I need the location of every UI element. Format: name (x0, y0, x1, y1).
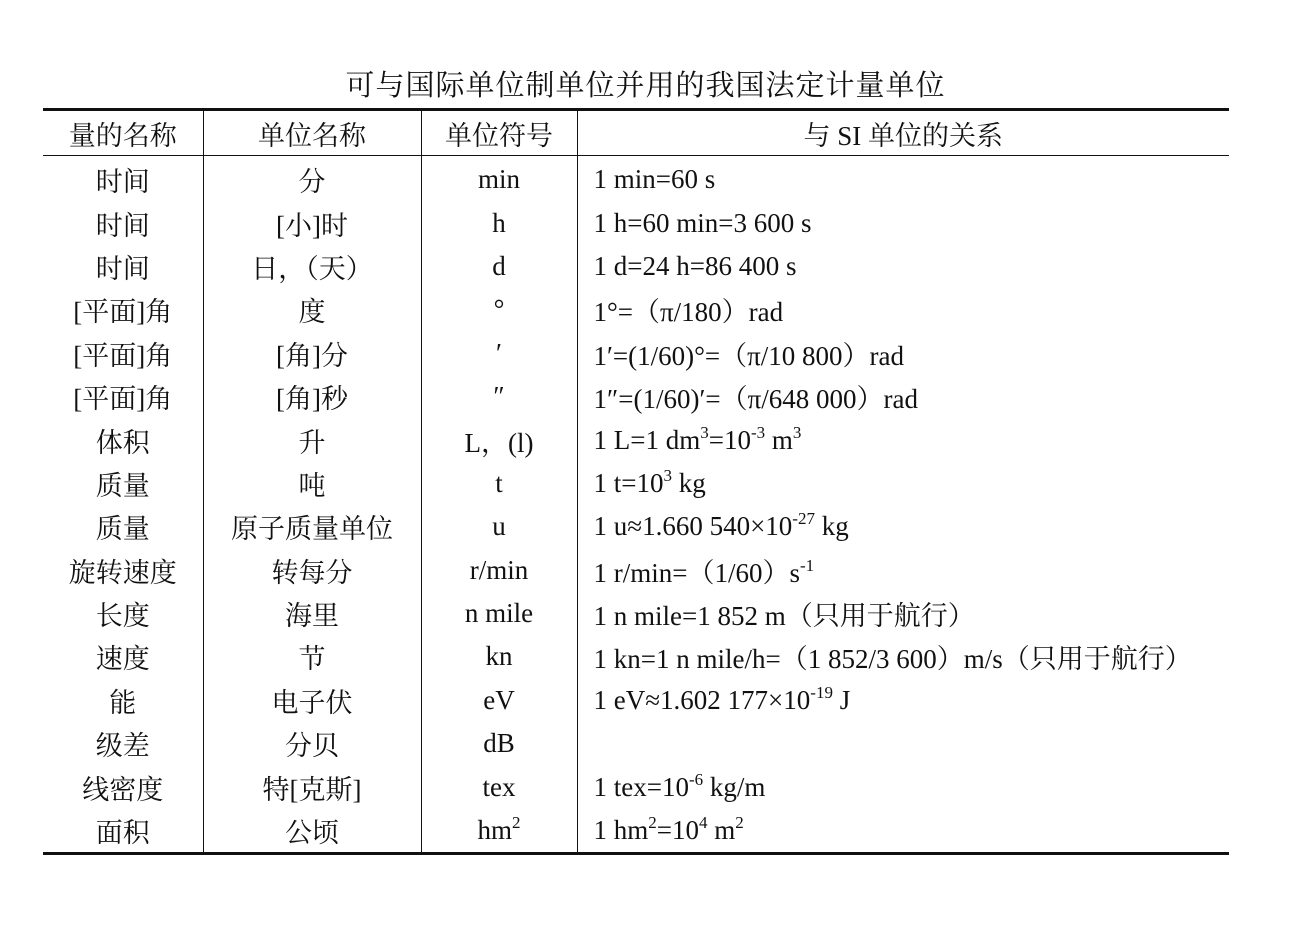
si-relation-cell: 1 $tex=10^{-6}$ kg/m (577, 765, 1229, 808)
quantity-cell: 时间 (95, 253, 150, 284)
unit-name-cell: 日，（天） (203, 245, 421, 288)
quantity-cell: 质量 (95, 514, 150, 545)
quantity-cell: 线密度 (82, 774, 164, 805)
si-relation-cell: 1′=(1/60)°=（π/10 800）rad (577, 332, 1229, 375)
table-row (43, 462, 1229, 505)
quantity-cell: 旋转速度 (68, 557, 177, 588)
unit-symbol-cell: r/min (421, 549, 577, 592)
quantity-cell: 级差 (95, 731, 150, 762)
quantity-cell: 时间 (95, 167, 150, 198)
unit-symbol-cell: h (421, 201, 577, 244)
page-title: 可与国际单位制单位并用的我国法定计量单位 (345, 70, 946, 102)
units-table (43, 108, 1229, 855)
si-relation-cell (577, 722, 1229, 765)
unit-symbol-cell: dB (421, 722, 577, 765)
quantity-cell: 体积 (95, 427, 150, 458)
unit-symbol-cell: tex (421, 765, 577, 808)
quantity-cell: [平面]角 (73, 384, 173, 415)
table-row (43, 288, 1229, 331)
unit-symbol-cell: kn (421, 635, 577, 678)
unit-name-cell: 转每分 (203, 549, 421, 592)
unit-name-cell: 特[克斯] (203, 765, 421, 808)
table-row (43, 332, 1229, 375)
unit-symbol-cell: ″ (421, 375, 577, 418)
si-relation-cell: 1 $hm^2=10^4$ $m^2$ (577, 809, 1229, 854)
table-row (43, 245, 1229, 288)
unit-name-cell: 升 (203, 418, 421, 461)
table-row (43, 592, 1229, 635)
table-row (43, 635, 1229, 678)
header-unit-name: 单位名称 (203, 110, 421, 156)
unit-symbol-cell: d (421, 245, 577, 288)
quantity-cell: 时间 (95, 210, 150, 241)
unit-name-cell: 海里 (203, 592, 421, 635)
unit-name-cell: [角]分 (203, 332, 421, 375)
table-row (43, 549, 1229, 592)
table-row (43, 418, 1229, 461)
unit-name-cell: 度 (203, 288, 421, 331)
unit-symbol-cell: eV (421, 679, 577, 722)
unit-symbol-cell: min (421, 156, 577, 202)
si-relation-cell: 1 $t=10^3$ kg (577, 462, 1229, 505)
unit-name-cell: 分贝 (203, 722, 421, 765)
si-relation-cell: 1 min=60 s (577, 156, 1229, 202)
unit-symbol-cell: u (421, 505, 577, 548)
unit-symbol-cell: n mile (421, 592, 577, 635)
table-row (43, 156, 1229, 202)
header-unit-symbol: 单位符号 (421, 110, 577, 156)
header-quantity: 量的名称 (43, 110, 203, 156)
si-relation-cell: 1 u≈1.660 $540\times 10^{-27}$ kg (577, 505, 1229, 548)
unit-symbol-cell: $hm^2$ (421, 809, 577, 854)
si-relation-cell: 1 d=24 h=86 400 s (577, 245, 1229, 288)
unit-name-cell: 分 (203, 156, 421, 202)
unit-name-cell: 节 (203, 635, 421, 678)
unit-name-cell: [小]时 (203, 201, 421, 244)
quantity-cell: 面积 (95, 818, 150, 849)
si-relation-cell: 1 n mile=1 852 m（只用于航行） (577, 592, 1229, 635)
quantity-cell: 长度 (95, 601, 150, 632)
table-row (43, 679, 1229, 722)
table-row (43, 722, 1229, 765)
quantity-cell: 质量 (95, 470, 150, 501)
unit-name-cell: 吨 (203, 462, 421, 505)
si-relation-cell: 1 $r/\min=(1/60)s^{-1}$ (577, 549, 1229, 592)
si-relation-cell: 1 kn=1 n mile/h=（1 852/3 600）m/s（只用于航行） (577, 635, 1229, 678)
quantity-cell: [平面]角 (73, 297, 173, 328)
si-relation-cell: 1 h=60 min=3 600 s (577, 201, 1229, 244)
table-body (43, 156, 1229, 854)
unit-name-cell: 电子伏 (203, 679, 421, 722)
table-row (43, 505, 1229, 548)
si-relation-cell: 1°=（π/180）rad (577, 288, 1229, 331)
quantity-cell: 能 (109, 687, 137, 718)
table-row (43, 809, 1229, 854)
table-row (43, 765, 1229, 808)
unit-name-cell: 公顷 (203, 809, 421, 854)
header-si-relation: 与 SI 单位的关系 (577, 110, 1229, 156)
table-row (43, 201, 1229, 244)
unit-symbol-cell: ′ (421, 332, 577, 375)
si-relation-cell: 1 eV≈1.602 $177\times 10^{-19}$ J (577, 679, 1229, 722)
quantity-cell: [平面]角 (73, 340, 173, 371)
unit-symbol-cell: t (421, 462, 577, 505)
table-row (43, 375, 1229, 418)
si-relation-cell: 1 L=1 $dm^3=10^{-3}$ $m^3$ (577, 418, 1229, 461)
unit-name-cell: 原子质量单位 (203, 505, 421, 548)
unit-symbol-cell: ° (421, 288, 577, 331)
unit-name-cell: [角]秒 (203, 375, 421, 418)
unit-symbol-cell: L，(l) (421, 418, 577, 461)
si-relation-cell: 1″=(1/60)′=（π/648 000）rad (577, 375, 1229, 418)
header-row (43, 110, 1229, 156)
quantity-cell: 速度 (95, 644, 150, 675)
